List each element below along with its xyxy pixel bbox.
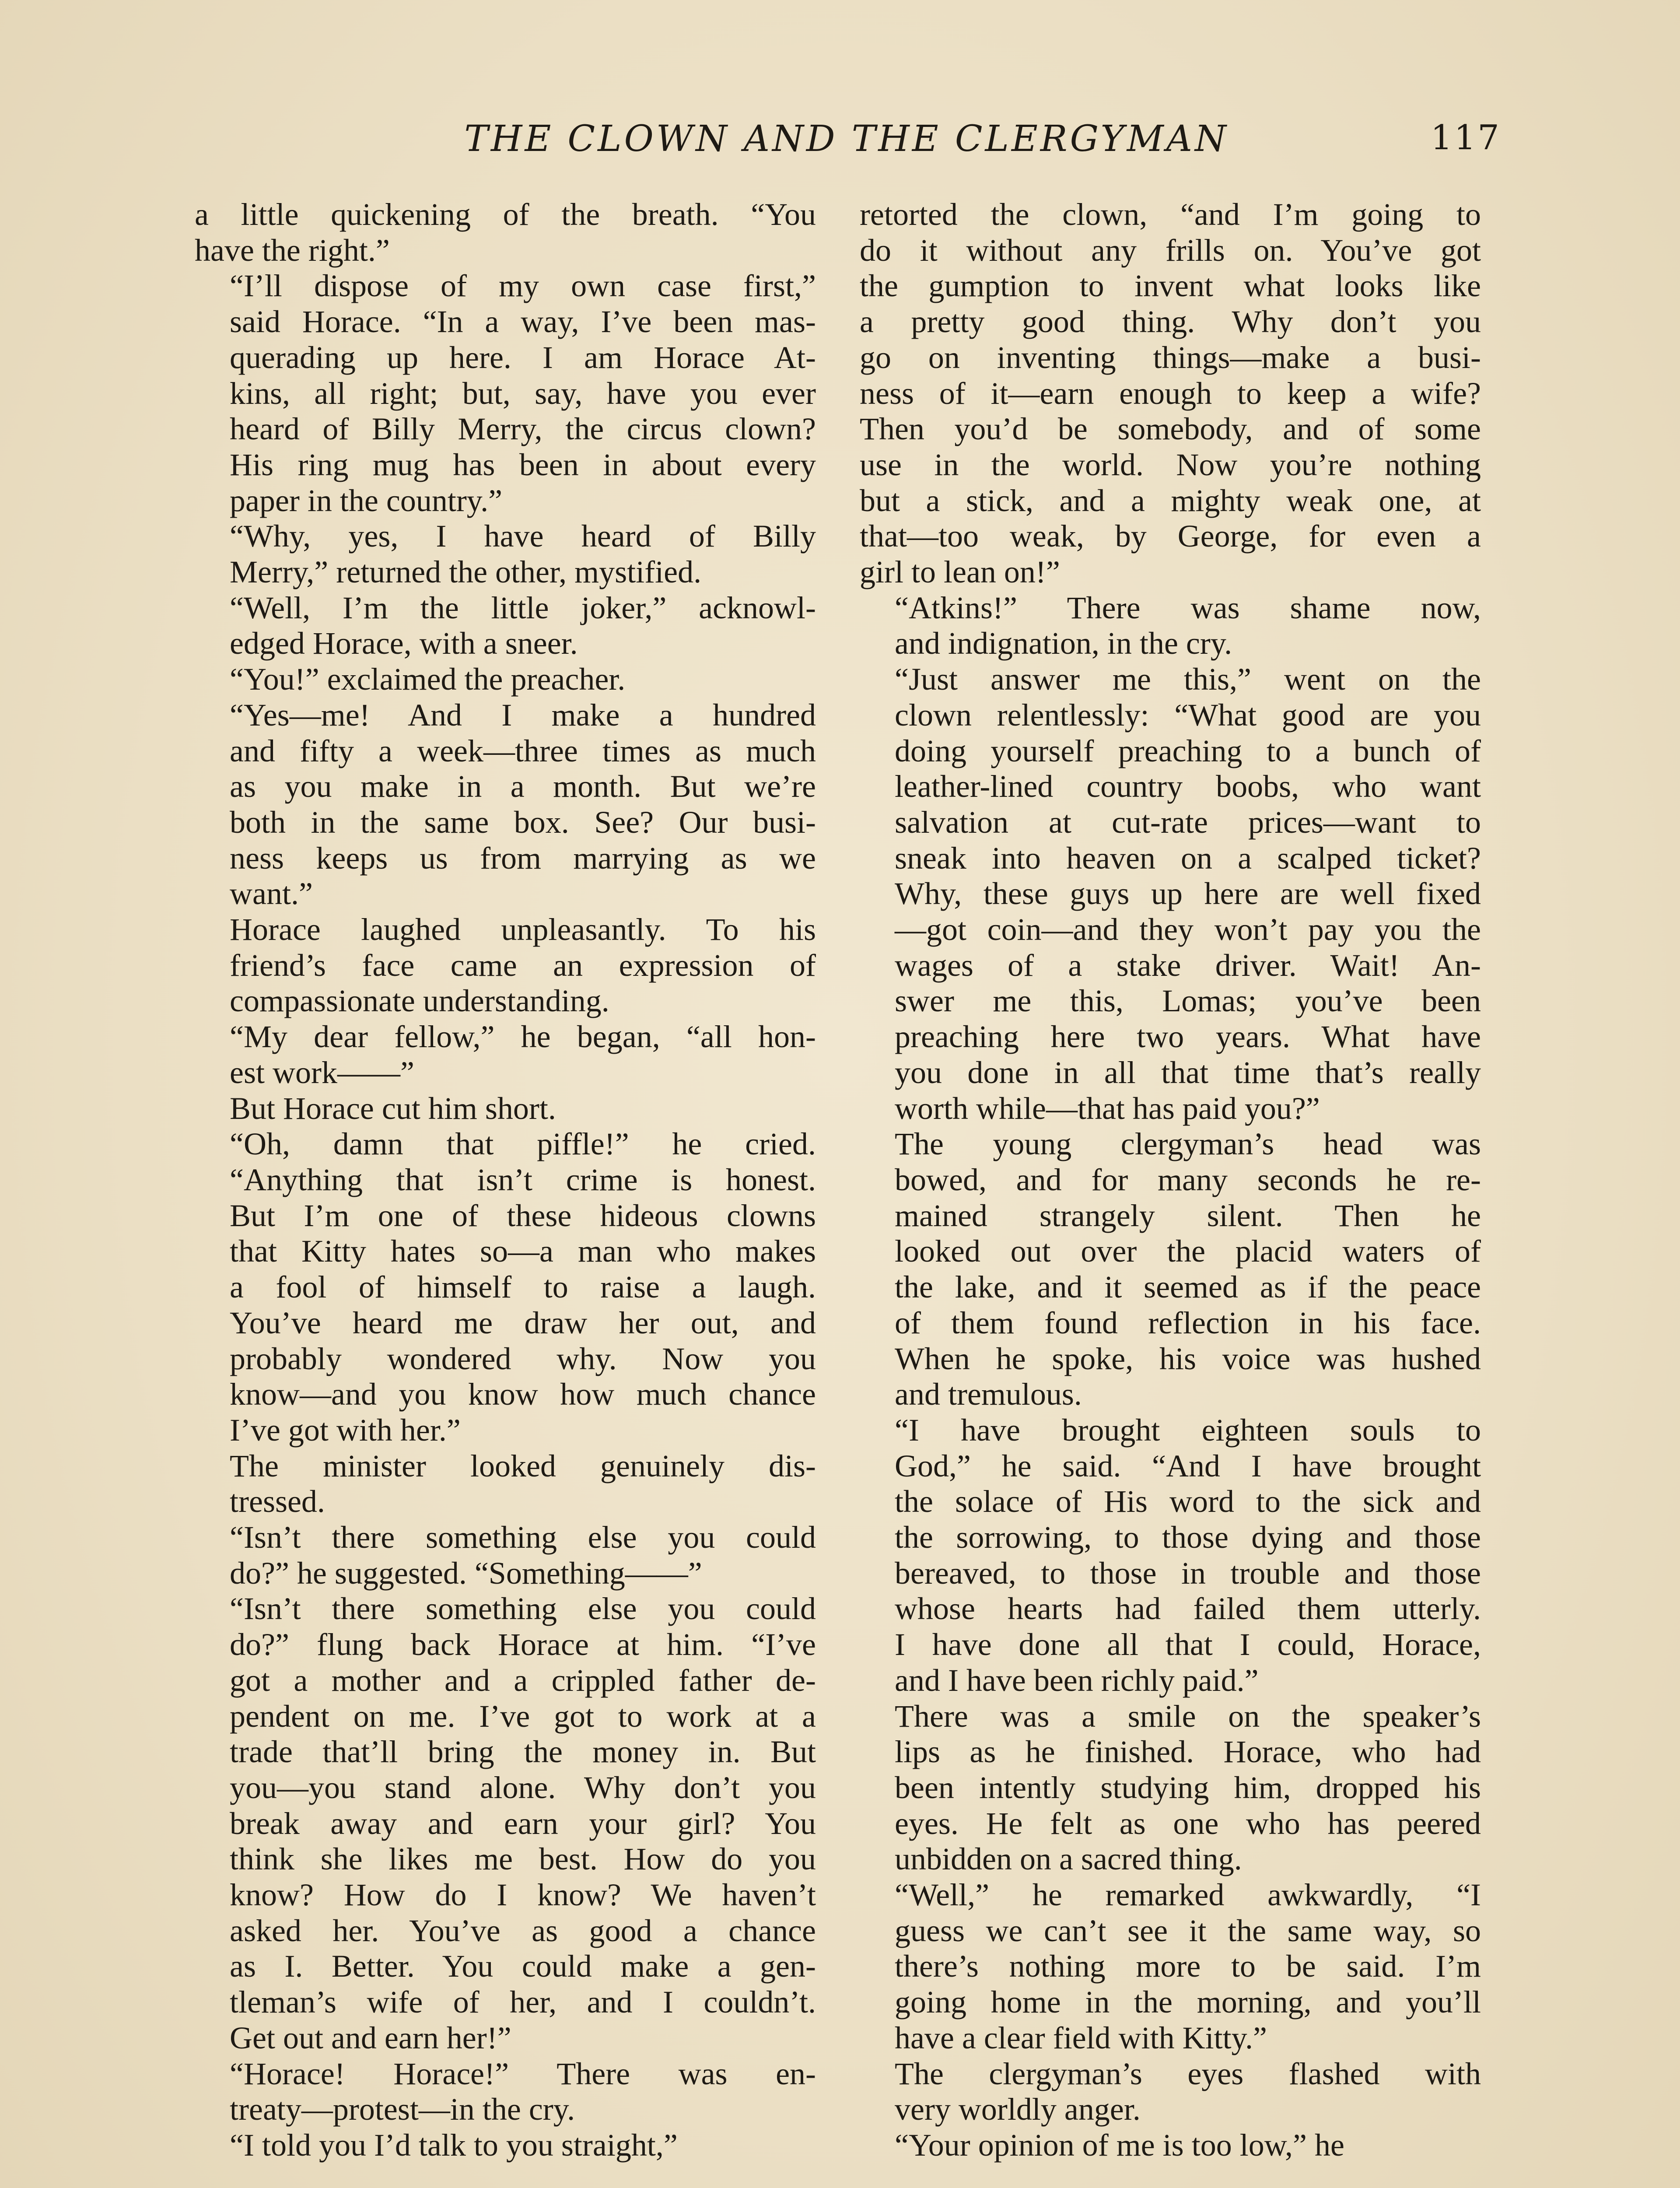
text-line: eyes. He felt as one who has peered <box>895 1806 1481 1841</box>
paragraph <box>195 197 816 268</box>
text-line: “You!” exclaimed the preacher. <box>230 662 626 697</box>
text-line: pendent on me. I’ve got to work at a <box>230 1698 816 1734</box>
page-number: 117 <box>1431 118 1501 158</box>
text-line: do?” he suggested. “Something——” <box>230 1555 702 1591</box>
text-line: —got coin—and they won’t pay you the <box>895 912 1481 947</box>
text-line: Then you’d be somebody, and of some <box>860 411 1481 447</box>
paragraph <box>860 1413 1481 1699</box>
text-line: tleman’s wife of her, and I couldn’t. <box>230 1985 816 2020</box>
text-line: you done in all that time that’s really <box>895 1055 1481 1090</box>
text-line: friend’s face came an expression of <box>230 947 816 983</box>
text-line: ness of it—earn enough to keep a wife? <box>860 375 1481 411</box>
paragraph <box>195 268 816 519</box>
paragraph <box>195 519 816 590</box>
text-line: Horace laughed unpleasantly. To his <box>230 912 816 947</box>
text-line: both in the same box. See? Our busi- <box>230 804 816 840</box>
text-line: God,” he said. “And I have brought <box>895 1448 1481 1483</box>
text-line: do it without any frills on. You’ve got <box>860 232 1481 268</box>
text-line: clown relentlessly: “What good are you <box>895 697 1481 733</box>
text-line: heard of Billy Merry, the circus clown? <box>230 411 816 447</box>
text-line: know—and you know how much chance <box>230 1377 816 1412</box>
text-line: asked her. You’ve as good a chance <box>230 1913 816 1948</box>
text-line: looked out over the placid waters of <box>895 1234 1481 1269</box>
text-line: preaching here two years. What have <box>895 1019 1481 1055</box>
text-line: Merry,” returned the other, mystified. <box>230 554 702 590</box>
text-line: “Atkins!” There was shame now, <box>895 590 1481 625</box>
text-line: do?” flung back Horace at him. “I’ve <box>230 1627 816 1662</box>
text-line: His ring mug has been in about every <box>230 447 816 482</box>
paragraph <box>860 2056 1481 2128</box>
text-line: use in the world. Now you’re nothing <box>860 447 1481 482</box>
text-line: “Oh, damn that piffle!” he cried. <box>230 1126 816 1162</box>
paragraph <box>195 1520 816 1591</box>
text-line: kins, all right; but, say, have you ever <box>230 375 816 411</box>
text-line: and I have been richly paid.” <box>895 1662 1259 1698</box>
text-line: “Just answer me this,” went on the <box>895 662 1481 697</box>
paragraph <box>195 2056 816 2128</box>
text-line: very worldly anger. <box>895 2092 1141 2127</box>
text-line: I’ve got with her.” <box>230 1412 461 1448</box>
text-line: retorted the clown, “and I’m going to <box>860 197 1481 232</box>
paragraph <box>195 698 816 912</box>
text-line: salvation at cut-rate prices—want to <box>895 804 1481 840</box>
text-line: “Why, yes, I have heard of Billy <box>230 519 816 554</box>
text-line: The clergyman’s eyes flashed with <box>895 2056 1481 2091</box>
text-line: “Isn’t there something else you could <box>230 1520 816 1555</box>
text-line: lips as he finished. Horace, who had <box>895 1734 1481 1770</box>
text-line: treaty—protest—in the cry. <box>230 2092 575 2127</box>
text-line: “I have brought eighteen souls to <box>895 1412 1481 1448</box>
text-line: been intently studying him, dropped his <box>895 1770 1481 1805</box>
text-line: have a clear field with Kitty.” <box>895 2020 1267 2055</box>
paragraph <box>195 2128 816 2163</box>
text-line: you—you stand alone. Why don’t you <box>230 1770 816 1805</box>
text-line: swer me this, Lomas; you’ve been <box>895 983 1481 1019</box>
text-line: “Isn’t there something else you could <box>230 1591 816 1627</box>
text-line: doing yourself preaching to a bunch of <box>895 733 1481 768</box>
text-line: a little quickening of the breath. “You <box>195 197 816 232</box>
text-line: and indignation, in the cry. <box>895 626 1232 661</box>
text-line: “I told you I’d talk to you straight,” <box>230 2127 678 2163</box>
text-line: the gumption to invent what looks like <box>860 268 1481 304</box>
text-line: of them found reflection in his face. <box>895 1305 1481 1340</box>
paragraph <box>860 590 1481 662</box>
text-line: ness keeps us from marrying as we <box>230 840 816 876</box>
text-line: The minister looked genuinely dis- <box>230 1448 816 1483</box>
running-title: THE CLOWN AND THE CLERGYMAN <box>464 118 1229 160</box>
text-line: “Well, I’m the little joker,” acknowl- <box>230 590 816 625</box>
text-line: the sorrowing, to those dying and those <box>895 1520 1481 1555</box>
text-line: When he spoke, his voice was hushed <box>895 1341 1481 1376</box>
right-text-column <box>860 197 1481 2163</box>
text-line: and fifty a week—three times as much <box>230 733 816 768</box>
paragraph <box>195 1448 816 1520</box>
text-line: but a stick, and a mighty weak one, at <box>860 483 1481 518</box>
text-line: “My dear fellow,” he began, “all hon- <box>230 1019 816 1055</box>
text-line: “Your opinion of me is too low,” he <box>895 2127 1344 2163</box>
text-line: and tremulous. <box>895 1377 1082 1412</box>
text-line: know? How do I know? We haven’t <box>230 1877 816 1913</box>
text-line: But Horace cut him short. <box>230 1090 556 1126</box>
paragraph <box>860 1877 1481 2056</box>
text-line: edged Horace, with a sneer. <box>230 626 578 661</box>
paragraph <box>195 662 816 698</box>
text-line: as I. Better. You could make a gen- <box>230 1949 816 1984</box>
paragraph <box>860 2128 1481 2163</box>
text-line: the solace of His word to the sick and <box>895 1484 1481 1519</box>
text-line: The young clergyman’s head was <box>895 1126 1481 1162</box>
text-line: that—too weak, by George, for even a <box>860 519 1481 554</box>
paragraph <box>195 912 816 1019</box>
text-line: You’ve heard me draw her out, and <box>230 1305 816 1340</box>
text-line: querading up here. I am Horace At- <box>230 340 816 375</box>
text-line: sneak into heaven on a scalped ticket? <box>895 840 1481 876</box>
text-line: got a mother and a crippled father de- <box>230 1662 816 1698</box>
text-line: think she likes me best. How do you <box>230 1841 816 1877</box>
text-line: Get out and earn her!” <box>230 2020 511 2055</box>
text-line: as you make in a month. But we’re <box>230 769 816 804</box>
text-line: trade that’ll bring the money in. But <box>230 1734 816 1770</box>
paragraph <box>860 197 1481 590</box>
text-line: But I’m one of these hideous clowns <box>230 1198 816 1233</box>
text-line: girl to lean on!” <box>860 554 1060 590</box>
paragraph <box>195 1019 816 1090</box>
text-line: tressed. <box>230 1484 325 1519</box>
text-line: have the right.” <box>195 232 390 268</box>
paragraph <box>860 662 1481 1126</box>
text-line: want.” <box>230 876 313 912</box>
text-line: “Yes—me! And I make a hundred <box>230 697 816 733</box>
text-line: “I’ll dispose of my own case first,” <box>230 268 816 304</box>
text-line: guess we can’t see it the same way, so <box>895 1913 1481 1948</box>
paragraph <box>860 1126 1481 1413</box>
text-line: “Horace! Horace!” There was en- <box>230 2056 816 2091</box>
text-line: whose hearts had failed them utterly. <box>895 1591 1481 1627</box>
text-line: going home in the morning, and you’ll <box>895 1985 1481 2020</box>
text-line: est work——” <box>230 1055 414 1090</box>
text-line: wages of a stake driver. Wait! An- <box>895 947 1481 983</box>
text-line: compassionate understanding. <box>230 983 609 1019</box>
text-line: mained strangely silent. Then he <box>895 1198 1481 1233</box>
text-line: a fool of himself to raise a laugh. <box>230 1269 816 1305</box>
text-line: leather-lined country boobs, who want <box>895 769 1481 804</box>
text-line: said Horace. “In a way, I’ve been mas- <box>230 304 816 340</box>
text-line: that Kitty hates so—a man who makes <box>230 1234 816 1269</box>
text-line: “Well,” he remarked awkwardly, “I <box>895 1877 1481 1913</box>
text-line: probably wondered why. Now you <box>230 1341 816 1376</box>
paragraph <box>860 1699 1481 1878</box>
left-text-column <box>195 197 816 2163</box>
text-line: a pretty good thing. Why don’t you <box>860 304 1481 340</box>
text-line: paper in the country.” <box>230 483 503 518</box>
text-line: There was a smile on the speaker’s <box>895 1698 1481 1734</box>
paragraph <box>195 1091 816 1127</box>
text-line: unbidden on a sacred thing. <box>895 1841 1242 1877</box>
text-line: “Anything that isn’t crime is honest. <box>230 1162 816 1197</box>
text-line: go on inventing things—make a busi- <box>860 340 1481 375</box>
text-line: bereaved, to those in trouble and those <box>895 1555 1481 1591</box>
paragraph <box>195 1126 816 1448</box>
paragraph <box>195 1591 816 2056</box>
paragraph <box>195 590 816 662</box>
text-line: Why, these guys up here are well fixed <box>895 876 1481 912</box>
text-line: the lake, and it seemed as if the peace <box>895 1269 1481 1305</box>
text-line: worth while—that has paid you?” <box>895 1090 1320 1126</box>
text-line: I have done all that I could, Horace, <box>895 1627 1481 1662</box>
text-line: bowed, and for many seconds he re- <box>895 1162 1481 1197</box>
text-line: break away and earn your girl? You <box>230 1806 816 1841</box>
text-line: there’s nothing more to be said. I’m <box>895 1949 1481 1984</box>
